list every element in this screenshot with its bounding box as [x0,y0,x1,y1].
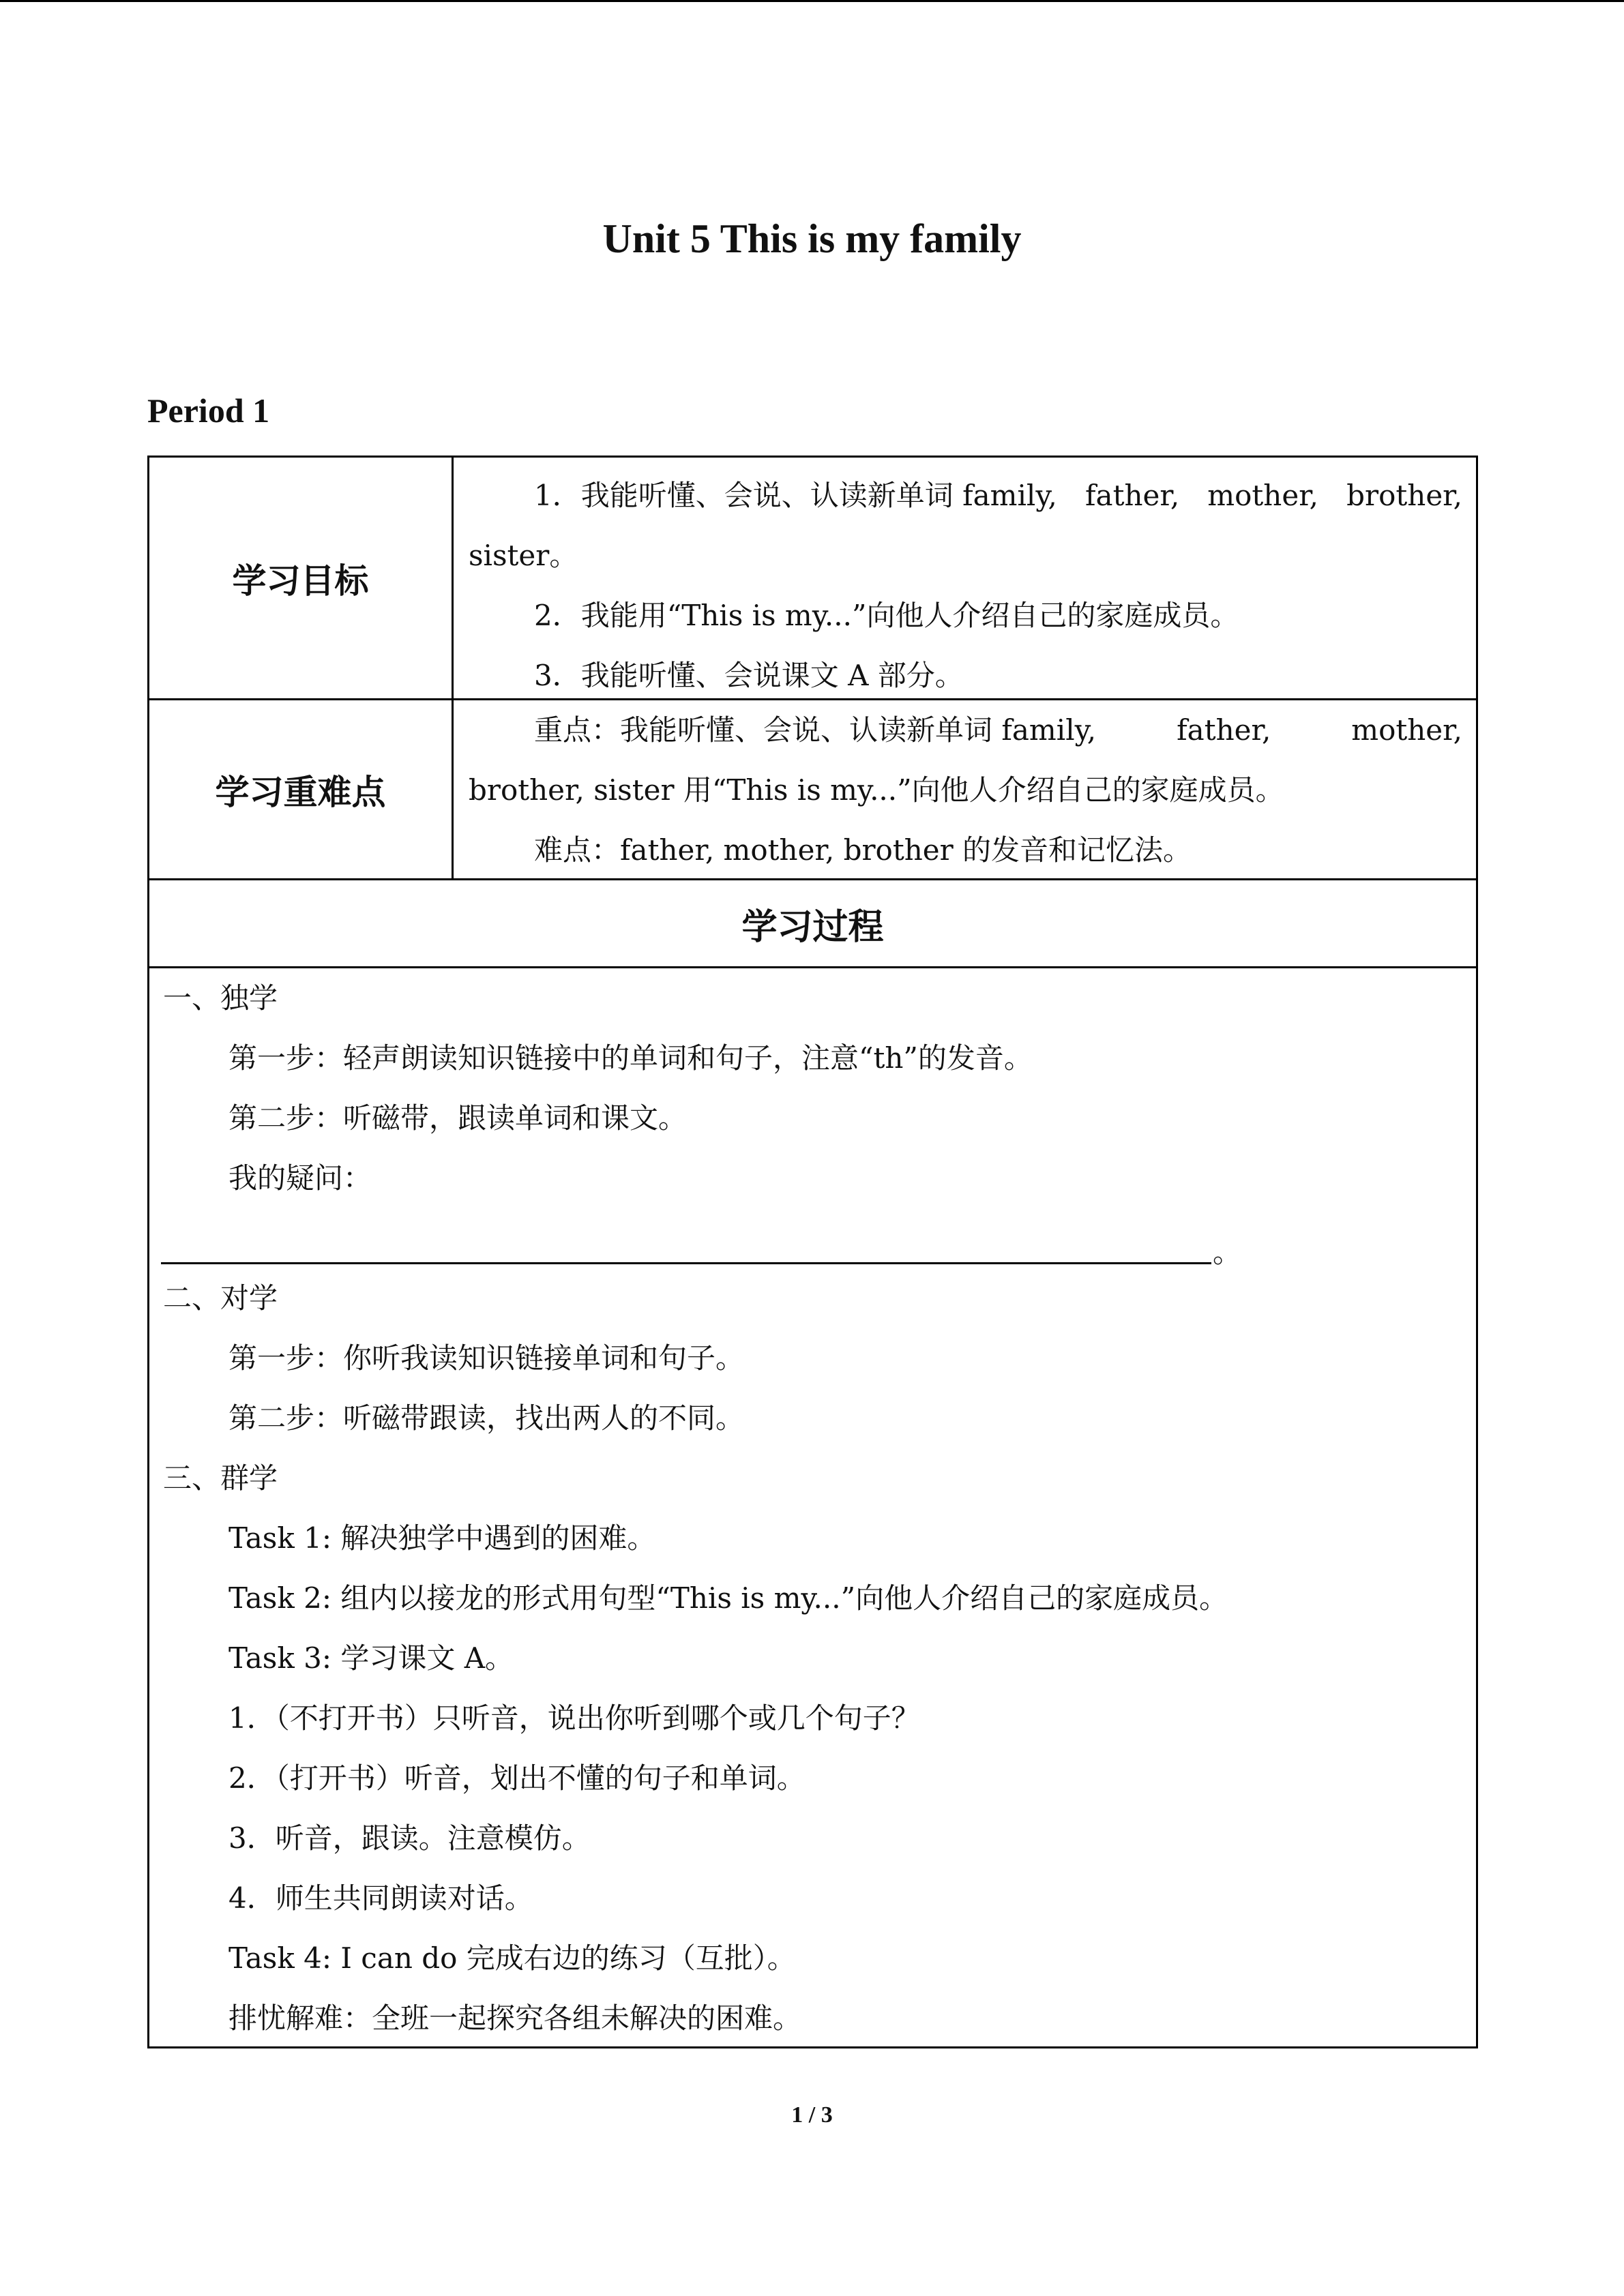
task-1: Task 1: 解决独学中遇到的困难。 [228,1521,656,1555]
page-title: Unit 5 This is my family [602,216,1022,261]
section-2-title: 二、对学 [163,1281,278,1315]
section-1-step-1: 第一步：轻声朗读知识链接中的单词和句子，注意“th”的发音。 [228,1041,1033,1075]
key-points-line-1: 重点：我能听懂、会说、认读新单词 family, father, mother, [534,713,1462,747]
key-points-label: 学习重难点 [215,772,386,812]
section-2-step-2: 第二步：听磁带跟读，找出两人的不同。 [228,1401,745,1435]
period-heading: Period 1 [147,391,270,430]
task-3-item-1: 1．（不打开书）只听音，说出你听到哪个或几个句子？ [228,1701,920,1735]
section-2-step-1: 第一步：你听我读知识链接单词和句子。 [228,1341,745,1375]
objectives-label: 学习目标 [232,561,369,601]
section-1-question: 我的疑问： [228,1161,372,1195]
question-answer-period: 。 [1213,1236,1242,1269]
process-body-cell [147,966,1478,2048]
resolve-difficulties: 排忧解难：全班一起探究各组未解决的困难。 [228,2001,802,2035]
key-points-line-2: 难点：father, mother, brother 的发音和记忆法。 [534,833,1192,867]
objectives-content-cell [452,456,1478,700]
key-points-line-1-cont: brother, sister 用“This is my...”向他人介绍自己的家庭成员。 [469,773,1284,807]
objectives-line-2: 2．我能用“This is my...”向他人介绍自己的家庭成员。 [534,599,1239,632]
objectives-line-1: 1．我能听懂、会说、认读新单词 family, father, mother, brother, [534,479,1462,512]
process-heading-cell [147,878,1478,968]
answer-blank-line [163,1208,1462,1268]
objectives-line-1-cont: sister。 [469,539,578,572]
objectives-line-3: 3．我能听懂、会说课文 A 部分。 [534,659,964,692]
page-number: 1 / 3 [791,2102,833,2128]
task-2: Task 2: 组内以接龙的形式用句型“This is my...”向他人介绍自己的家庭成员。 [228,1581,1228,1615]
key-points-label-cell [147,698,454,880]
question-answer-underline [161,1262,1211,1264]
task-3-item-2: 2．（打开书）听音，划出不懂的句子和单词。 [228,1761,806,1795]
objectives-label-cell [147,456,454,700]
task-3-item-4: 4．师生共同朗读对话。 [228,1881,533,1915]
section-3-title: 三、群学 [163,1461,278,1495]
task-3-item-3: 3．听音，跟读。注意模仿。 [228,1821,591,1855]
key-points-content-cell [452,698,1478,880]
process-heading: 学习过程 [741,906,884,948]
section-1-title: 一、独学 [163,981,278,1015]
task-4: Task 4: I can do 完成右边的练习（互批）。 [228,1941,796,1975]
section-1-step-2: 第二步：听磁带，跟读单词和课文。 [228,1101,688,1135]
task-3: Task 3: 学习课文 A。 [228,1641,514,1675]
page-top-rule [0,0,1624,2]
